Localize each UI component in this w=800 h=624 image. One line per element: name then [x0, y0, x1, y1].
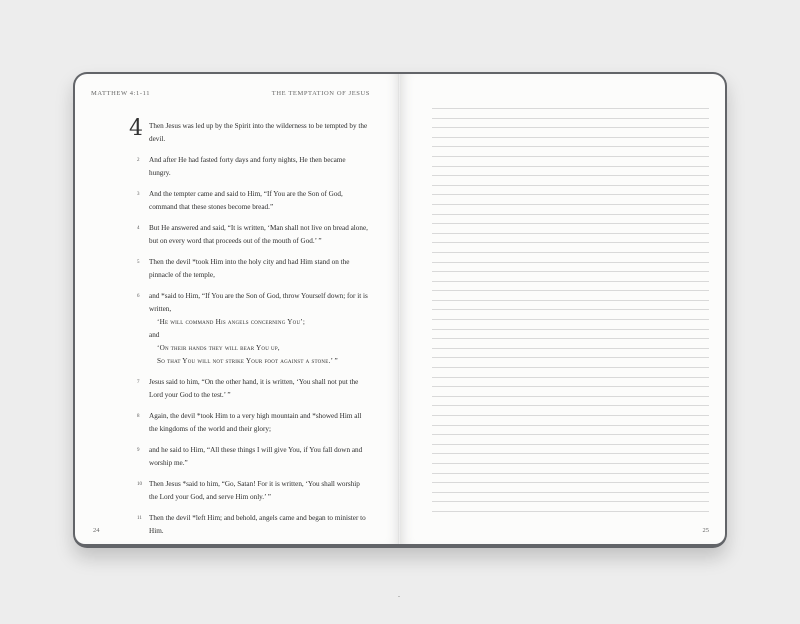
verse-3	[133, 188, 368, 214]
scripture-text	[129, 116, 368, 546]
ruled-line	[432, 511, 709, 512]
verse-number: 7	[137, 380, 140, 385]
verse-number: 9	[137, 448, 140, 453]
ruled-line	[432, 281, 709, 282]
verse-number: 10	[137, 482, 142, 487]
ruled-line	[432, 492, 709, 493]
ruled-line	[432, 377, 709, 378]
verse-2	[133, 154, 368, 180]
ruled-line	[432, 156, 709, 157]
verse-number: 4	[137, 226, 140, 231]
ruled-line	[432, 242, 709, 243]
verse-text: and *said to Him, “If You are the Son of God, throw Yourself down; for it is written,	[149, 292, 368, 313]
ruled-line	[432, 453, 709, 454]
page-number-left: 24	[93, 527, 100, 534]
verse-9	[133, 444, 368, 470]
ruled-line	[432, 444, 709, 445]
verse-text: and he said to Him, “All these things I will give You, if You fall down and worship me.”	[149, 446, 363, 467]
ruled-line	[432, 271, 709, 272]
ruled-line	[432, 166, 709, 167]
ruled-line	[432, 482, 709, 483]
verse-text: And the tempter came and said to Him, “If You are the Son of God, command that these stones become bread.”	[149, 190, 343, 211]
ruled-line	[432, 319, 709, 320]
ruled-line	[432, 386, 709, 387]
ruled-line	[432, 108, 709, 109]
verse-11	[133, 512, 368, 538]
verse-text: Jesus said to him, “On the other hand, it is written, ‘You shall not put the Lord your God to the test.’ ”	[149, 378, 359, 399]
ruled-line	[432, 204, 709, 205]
verse-quote: ‘On their hands they will bear You up,	[157, 344, 280, 352]
ruled-line	[432, 425, 709, 426]
ruled-line	[432, 252, 709, 253]
ruled-line	[432, 348, 709, 349]
ruled-line	[432, 367, 709, 368]
verse-number: 11	[137, 516, 142, 521]
ruled-line	[432, 118, 709, 119]
ruled-line	[432, 396, 709, 397]
ruled-line	[432, 223, 709, 224]
ruled-line	[432, 405, 709, 406]
open-notebook	[73, 72, 727, 548]
ruled-line	[432, 137, 709, 138]
verse-4	[133, 222, 368, 248]
verse-text: And after He had fasted forty days and forty nights, He then became hungry.	[149, 156, 346, 177]
ruled-line	[432, 415, 709, 416]
verse-text: But He answered and said, “It is written, ‘Man shall not live on bread alone, but on every word that proceeds out of the mouth of God.’ ”	[149, 224, 368, 245]
ruled-line	[432, 300, 709, 301]
running-header-title: THE TEMPTATION OF JESUS	[271, 90, 370, 97]
ruled-line	[432, 290, 709, 291]
ruled-line	[432, 262, 709, 263]
verse-7	[133, 376, 368, 402]
ruled-line	[432, 329, 709, 330]
verse-number: 5	[137, 260, 140, 265]
page-number-right: 25	[702, 527, 709, 534]
verse-number: 2	[137, 158, 140, 163]
verse-text: Then Jesus *said to him, “Go, Satan! For it is written, ‘You shall worship the Lord your God, and serve Him only.’ ”	[149, 480, 360, 501]
verse-5	[133, 256, 368, 282]
verse-quote: So that You will not strike Your foot against a stone.’ ”	[157, 357, 338, 365]
ruled-line	[432, 338, 709, 339]
verse-text: Then Jesus was led up by the Spirit into the wilderness to be tempted by the devil.	[149, 122, 368, 143]
running-header-reference: MATTHEW 4:1-11	[91, 90, 151, 97]
right-page	[400, 74, 725, 544]
ruled-line	[432, 357, 709, 358]
ruled-lines	[432, 108, 709, 521]
verse-number: 3	[137, 192, 140, 197]
ruled-line	[432, 463, 709, 464]
chapter-number: 4	[129, 116, 143, 141]
verse-1	[129, 116, 368, 146]
verse-8	[133, 410, 368, 436]
verse-text: Then the devil *left Him; and behold, angels came and began to minister to Him.	[149, 514, 366, 535]
ruled-line	[432, 146, 709, 147]
verse-text: Again, the devil *took Him to a very high mountain and *showed Him all the kingdoms of the world and their glory;	[149, 412, 362, 433]
verse-text: Then the devil *took Him into the holy city and had Him stand on the pinnacle of the temple,	[149, 258, 350, 279]
ruled-line	[432, 185, 709, 186]
ruled-line	[432, 233, 709, 234]
ruled-line	[432, 501, 709, 502]
verse-6	[133, 290, 368, 368]
ruled-line	[432, 214, 709, 215]
ruled-line	[432, 309, 709, 310]
verse-quote: ‘He will command His angels concerning You’;	[157, 318, 306, 326]
left-page	[75, 74, 400, 544]
ruled-line	[432, 434, 709, 435]
verse-number: 6	[137, 294, 140, 299]
verse-conjunction: and	[149, 331, 160, 339]
verse-number: 8	[137, 414, 140, 419]
shadow-mark	[398, 596, 400, 597]
ruled-line	[432, 127, 709, 128]
ruled-line	[432, 194, 709, 195]
ruled-line	[432, 473, 709, 474]
verse-10	[133, 478, 368, 504]
ruled-line	[432, 175, 709, 176]
